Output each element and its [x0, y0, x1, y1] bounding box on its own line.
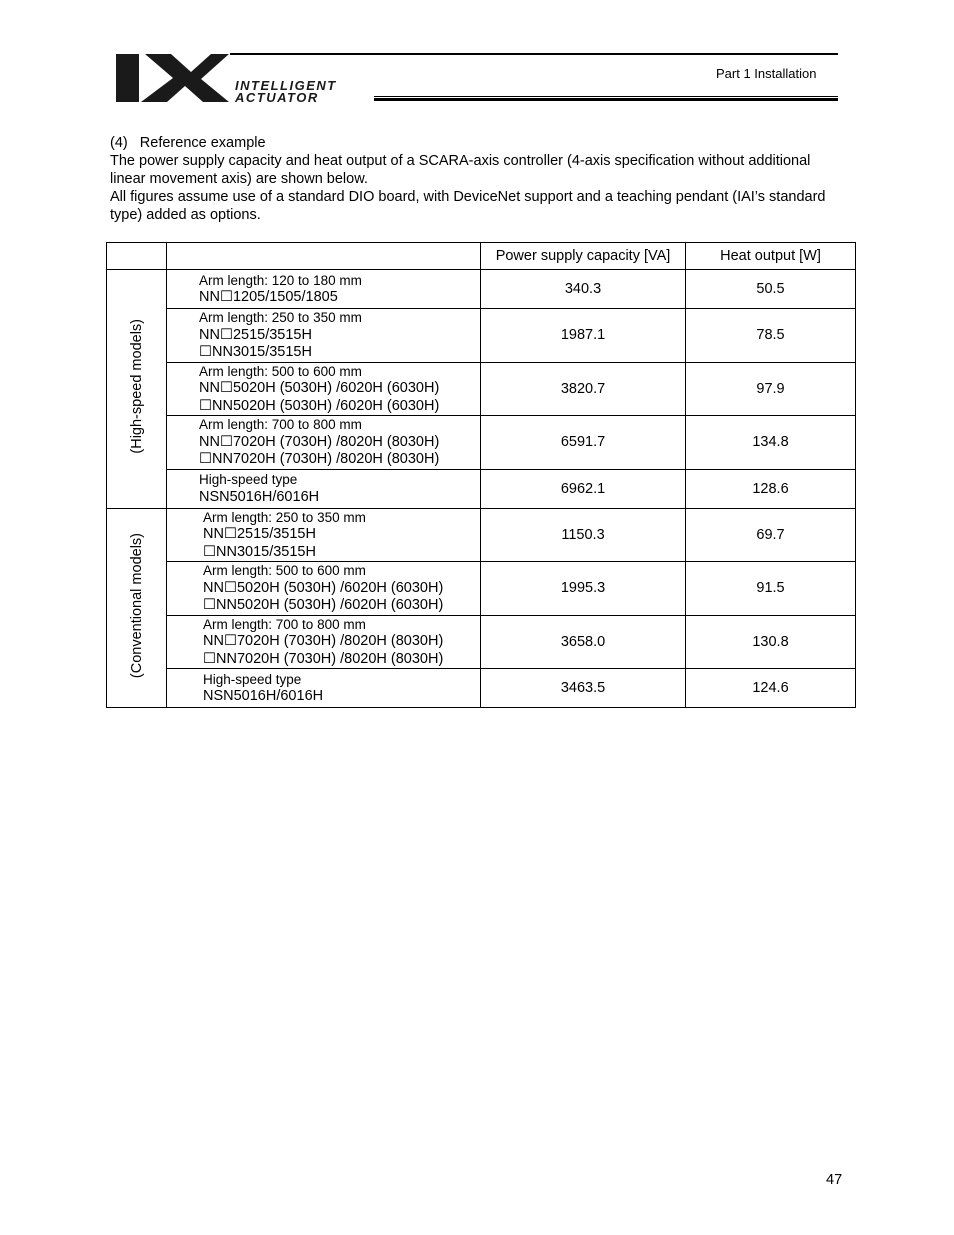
model-line: ☐NN3015/3515H: [199, 344, 312, 360]
model-line: NN☐7020H (7030H) /8020H (8030H): [199, 433, 440, 450]
model-line: ☐NN7020H (7030H) /8020H (8030H): [199, 451, 440, 467]
header-rule-top: [230, 53, 838, 55]
intro-paragraph-1: The power supply capacity and heat output of a SCARA-axis controller (4-axis specification without additional linear movement axis) are shown below.: [110, 153, 811, 187]
table-row: [107, 362, 856, 416]
power-cell: 1150.3: [481, 508, 686, 562]
logo-x-shape: [141, 54, 229, 102]
model-cell: [167, 669, 481, 708]
heat-cell: 134.8: [686, 416, 856, 470]
logo-wordmark-line1: INTELLIGENT: [235, 78, 337, 93]
intro-text: [110, 134, 845, 224]
heat-cell: 130.8: [686, 615, 856, 669]
model-cell: [167, 615, 481, 669]
group-label-text: (Conventional models): [128, 533, 145, 679]
power-heat-table: [106, 242, 856, 708]
model-line: NSN5016H/6016H: [203, 688, 324, 704]
heat-cell: 97.9: [686, 362, 856, 416]
group-label-conventional: [107, 508, 167, 708]
intro-paragraph-2: All figures assume use of a standard DIO board, with DeviceNet support and a teaching pendant (IAI’s standard type) added as options.: [110, 189, 826, 223]
power-cell: 6591.7: [481, 416, 686, 470]
model-line: NN☐7020H (7030H) /8020H (8030H): [203, 633, 444, 649]
power-cell: 6962.1: [481, 469, 686, 508]
page-number: 47: [826, 1172, 843, 1188]
model-line: ☐NN5020H (5030H) /6020H (6030H): [203, 597, 444, 613]
logo-wordmark-line2: ACTUATOR: [235, 90, 319, 104]
header-rule-bottom: [374, 98, 838, 101]
header-cell-group: [107, 243, 167, 270]
heat-cell: 50.5: [686, 270, 856, 309]
model-cell: [167, 309, 481, 363]
intelligent-actuator-logo: [113, 52, 398, 104]
logo-i-bar: [116, 54, 139, 102]
arm-spec: Arm length: 250 to 350 mm: [203, 509, 366, 525]
arm-spec: Arm length: 700 to 800 mm: [203, 616, 366, 632]
model-line: NN☐2515/3515H: [203, 526, 316, 542]
model-cell: [167, 508, 481, 562]
model-line: ☐NN5020H (5030H) /6020H (6030H): [199, 397, 440, 414]
arm-spec: Arm length: 500 to 600 mm: [199, 363, 362, 379]
model-cell: [167, 562, 481, 616]
arm-spec: Arm length: 700 to 800 mm: [199, 417, 362, 432]
model-line: NN☐1205/1505/1805: [199, 289, 338, 305]
power-cell: 3820.7: [481, 362, 686, 416]
table-row: [107, 562, 856, 616]
power-cell: 1995.3: [481, 562, 686, 616]
table-row: [107, 508, 856, 562]
arm-spec: Arm length: 250 to 350 mm: [199, 310, 362, 325]
arm-spec: High-speed type: [203, 671, 302, 687]
table-row: [107, 416, 856, 470]
model-cell: [167, 270, 481, 309]
power-cell: 3463.5: [481, 669, 686, 708]
heat-cell: 124.6: [686, 669, 856, 708]
model-cell: [167, 416, 481, 470]
model-line: NN☐2515/3515H: [199, 326, 312, 343]
table-header-row: [107, 243, 856, 270]
intro-heading: (4) Reference example: [110, 135, 266, 151]
header-cell-heat: Heat output [W]: [686, 243, 856, 270]
header-rule-thin: [374, 96, 838, 97]
heat-cell: 128.6: [686, 469, 856, 508]
arm-spec: Arm length: 500 to 600 mm: [203, 563, 366, 578]
model-line: NN☐5020H (5030H) /6020H (6030H): [199, 380, 440, 396]
table-row: [107, 309, 856, 363]
arm-spec: High-speed type: [199, 472, 298, 487]
heat-cell: 91.5: [686, 562, 856, 616]
model-cell: [167, 362, 481, 416]
header-cell-model: [167, 243, 481, 270]
table-row: [107, 469, 856, 508]
table-row: [107, 669, 856, 708]
heat-cell: 69.7: [686, 508, 856, 562]
section-label: Part 1 Installation: [716, 66, 817, 81]
power-cell: 1987.1: [481, 309, 686, 363]
model-cell: [167, 469, 481, 508]
model-line: NSN5016H/6016H: [199, 488, 320, 505]
model-line: ☐NN3015/3515H: [203, 543, 316, 560]
power-cell: 3658.0: [481, 615, 686, 669]
heat-cell: 78.5: [686, 309, 856, 363]
arm-spec: Arm length: 120 to 180 mm: [199, 272, 362, 288]
group-label-text: (High-speed models): [128, 319, 145, 455]
header-cell-power: Power supply capacity [VA]: [481, 243, 686, 270]
table-row: [107, 615, 856, 669]
model-line: NN☐5020H (5030H) /6020H (6030H): [203, 579, 444, 596]
model-line: ☐NN7020H (7030H) /8020H (8030H): [203, 650, 444, 667]
group-label-high-speed: [107, 270, 167, 509]
power-cell: 340.3: [481, 270, 686, 309]
table-row: [107, 270, 856, 309]
